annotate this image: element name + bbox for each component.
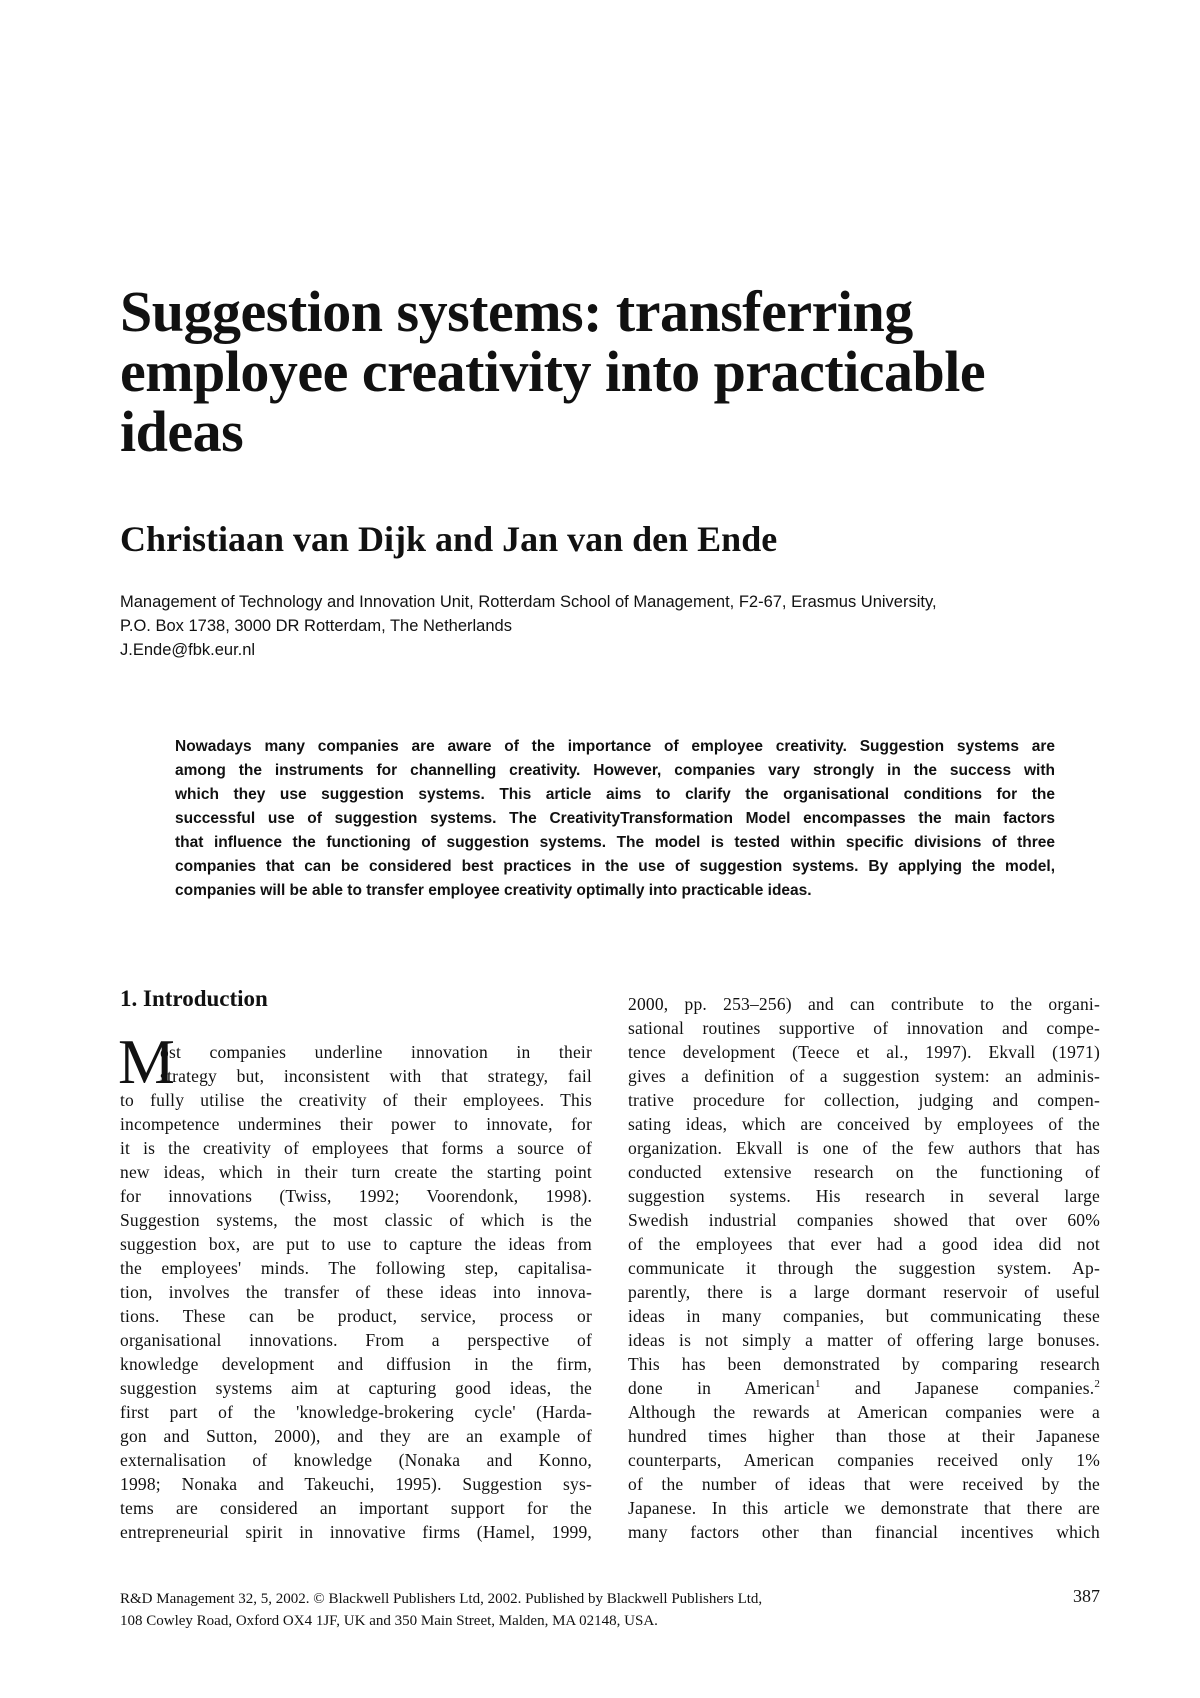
body-line: for innovations (Twiss, 1992; Voorendonk, 1998). [120,1186,592,1206]
body-line: sating ideas, which are conceived by employees of the [628,1114,1100,1134]
body-line: externalisation of knowledge (Nonaka and Konno, [120,1450,592,1470]
abstract-line: companies that can be considered best practices in the use of suggestion systems. By applying the model, [175,858,1055,875]
body-line: new ideas, which in their turn create the starting point [120,1162,592,1182]
body-line: the employees' minds. The following step, capitalisa- [120,1258,592,1278]
abstract-line: Nowadays many companies are aware of the importance of employee creativity. Suggestion systems are [175,738,1055,755]
drop-cap: M [118,1026,176,1097]
body-line: incompetence undermines their power to innovate, for [120,1114,592,1134]
abstract-line: that influence the functioning of suggestion systems. The model is tested within specific divisions of three [175,834,1055,851]
body-line: suggestion box, are put to use to capture the ideas from [120,1234,592,1254]
body-line: it is the creativity of employees that forms a source of [120,1138,592,1158]
affiliation [120,590,1100,662]
body-line: sational routines supportive of innovation and compe- [628,1018,1100,1038]
left-column [118,1026,592,1544]
right-column [628,992,1100,1544]
body-line: counterparts, American companies received only 1% [628,1450,1100,1470]
body-line: tions. These can be product, service, process or [120,1306,592,1326]
title-line: Suggestion systems: transferring [120,279,913,344]
body-line: communicate it through the suggestion system. Ap- [628,1258,1100,1278]
body-line: entrepreneurial spirit in innovative firms (Hamel, 1999, [120,1522,592,1542]
abstract [175,735,1055,903]
body-line: suggestion systems aim at capturing good ideas, the [120,1378,592,1398]
body-line: gives a definition of a suggestion system: an adminis- [628,1066,1100,1086]
body-line: 2000, pp. 253–256) and can contribute to the organi- [628,994,1100,1014]
body-line-with-footnotes [628,1376,1100,1400]
body-line: strategy but, inconsistent with that strategy, fail [160,1066,592,1086]
body-line: hundred times higher than those at their Japanese [628,1426,1100,1446]
abstract-line: among the instruments for channelling creativity. However, companies vary strongly in the success with [175,762,1055,779]
body-line: organization. Ekvall is one of the few authors that has [628,1138,1100,1158]
body-line: ideas is not simply a matter of offering large bonuses. [628,1330,1100,1350]
body-line: of the number of ideas that were received by the [628,1474,1100,1494]
page-footer [120,1588,1100,1632]
authors: Christiaan van Dijk and Jan van den Ende [120,519,778,559]
body-line: Suggestion systems, the most classic of which is the [120,1210,592,1230]
title-line: ideas [120,399,244,464]
body-line: organisational innovations. From a perspective of [120,1330,592,1350]
body-line: first part of the 'knowledge-brokering cycle' (Harda- [120,1402,592,1422]
body-line: knowledge development and diffusion in the firm, [120,1354,592,1374]
body-line: tems are considered an important support for the [120,1498,592,1518]
section-heading-introduction: 1. Introduction [120,986,268,1011]
body-line: ost companies underline innovation in their [160,1042,592,1062]
body-text: and Japanese companies. [820,1378,1095,1398]
body-line: of the employees that ever had a good idea did not [628,1234,1100,1254]
footer-line: R&D Management 32, 5, 2002. © Blackwell Publishers Ltd, 2002. Published by Blackwell Publishers Ltd, [120,1591,763,1607]
footnote-mark[interactable]: 2 [1094,1378,1100,1391]
title-line: employee creativity into practicable [120,339,986,404]
body-line: This has been demonstrated by comparing research [628,1354,1100,1374]
body-line: ideas in many companies, but communicating these [628,1306,1100,1326]
article-title [120,279,1080,464]
body-line: parently, there is a large dormant reservoir of useful [628,1282,1100,1302]
body-line: tion, involves the transfer of these ideas into innova- [120,1282,592,1302]
body-line: Swedish industrial companies showed that over 60% [628,1210,1100,1230]
body-line: to fully utilise the creativity of their employees. This [120,1090,592,1110]
body-line: suggestion systems. His research in several large [628,1186,1100,1206]
author-email[interactable]: J.Ende@fbk.eur.nl [120,641,256,659]
body-line: trative procedure for collection, judging and compen- [628,1090,1100,1110]
body-line: 1998; Nonaka and Takeuchi, 1995). Suggestion sys- [120,1474,592,1494]
abstract-line: successful use of suggestion systems. The CreativityTransformation Model encompasses the main factors [175,810,1055,827]
body-line: conducted extensive research on the functioning of [628,1162,1100,1182]
footer-line: 108 Cowley Road, Oxford OX4 1JF, UK and 350 Main Street, Malden, MA 02148, USA. [120,1613,658,1629]
abstract-line: which they use suggestion systems. This article aims to clarify the organisational conditions for the [175,786,1055,803]
affiliation-line: P.O. Box 1738, 3000 DR Rotterdam, The Netherlands [120,617,512,635]
affiliation-line: Management of Technology and Innovation Unit, Rotterdam School of Management, F2-67, Erasmus University, [120,593,937,611]
page-number: 387 [1073,1586,1100,1606]
body-line: many factors other than financial incentives which [628,1522,1100,1542]
footnote-mark[interactable]: 1 [814,1378,821,1391]
body-text: done in American [628,1378,815,1398]
body-line: Japanese. In this article we demonstrate that there are [628,1498,1100,1518]
body-line: gon and Sutton, 2000), and they are an example of [120,1426,592,1446]
body-line: Although the rewards at American companies were a [628,1402,1100,1422]
body-line: tence development (Teece et al., 1997). Ekvall (1971) [628,1042,1100,1062]
abstract-line: companies will be able to transfer employee creativity optimally into practicable ideas. [175,882,812,899]
